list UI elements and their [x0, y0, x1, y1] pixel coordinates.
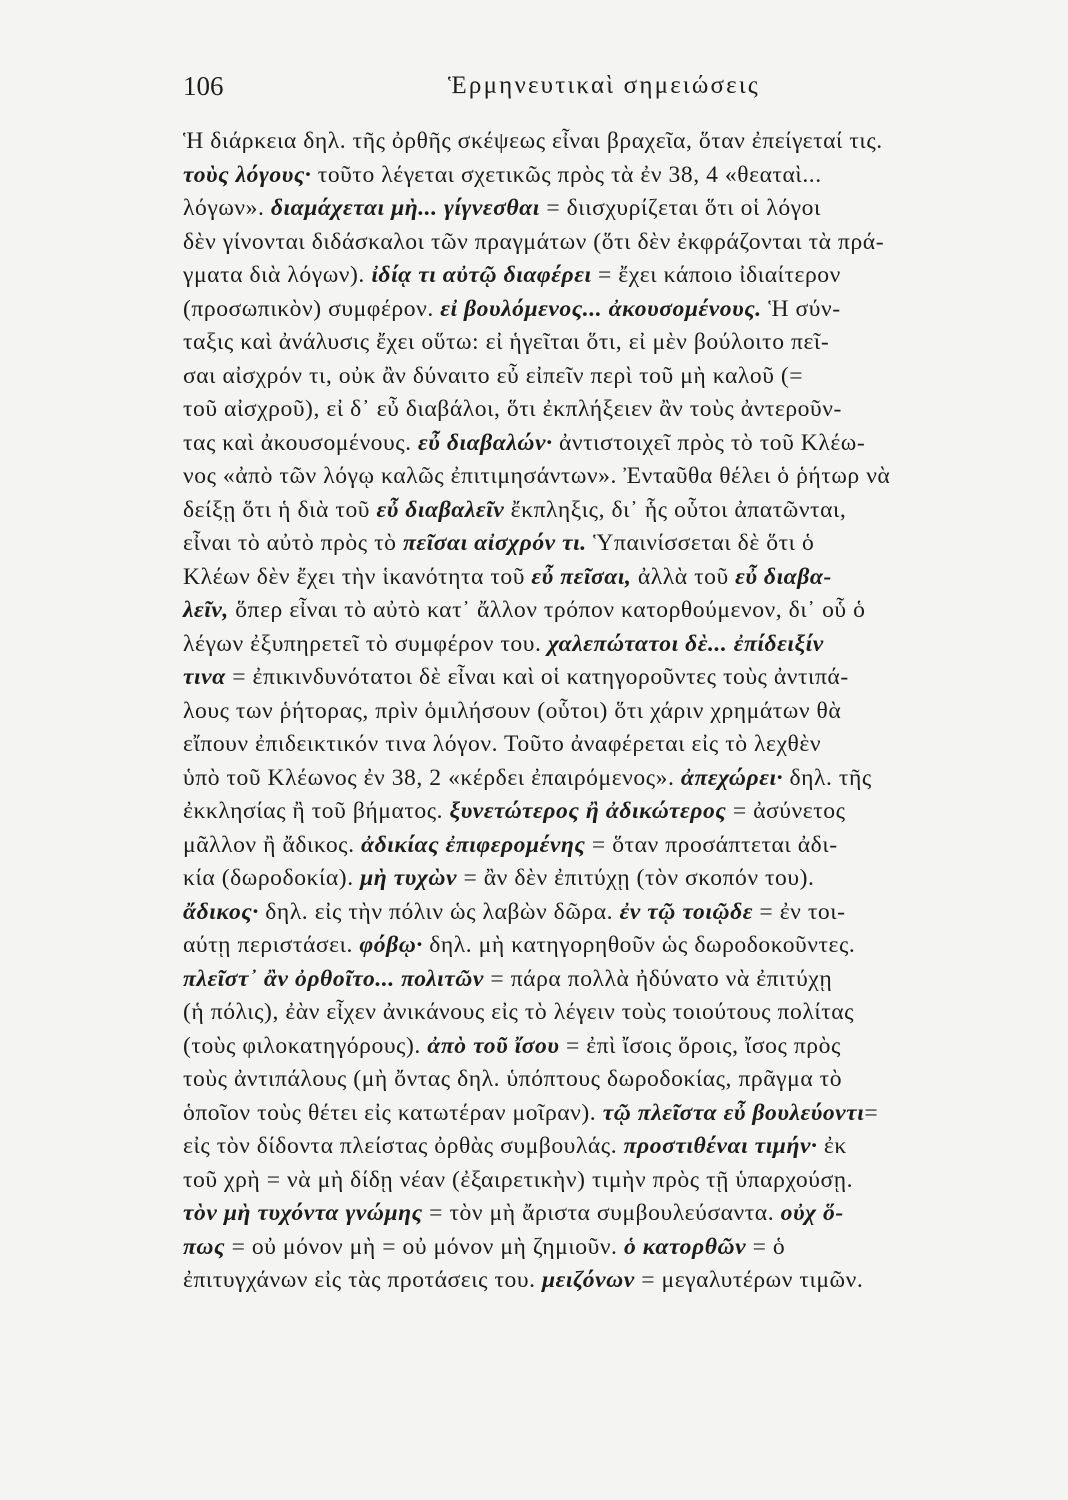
lemma-term: ὁ κατορθῶν: [623, 1233, 747, 1260]
commentary-text: [183, 125, 1013, 1298]
text-run: = διισχυρίζεται ὅτι οἱ λόγοι: [539, 195, 821, 221]
lemma-term: ἰδίᾳ τι αὐτῷ διαφέρει: [371, 262, 592, 288]
text-line: [183, 494, 1013, 528]
text-run: ταξις καὶ ἀνάλυσις ἔχει οὕτω: εἰ ἡγεῖται ὅτι, εἰ μὲν βούλοιτο πεῖ-: [183, 329, 830, 355]
text-run: =: [864, 1099, 879, 1126]
text-run: = ἐν τοι-: [752, 898, 846, 925]
text-run: ἐπιτυγχάνων εἰς τὰς προτάσεις του.: [183, 1267, 542, 1293]
lemma-term: τὸν μὴ τυχόντα γνώμης: [183, 1200, 423, 1226]
text-run: = μεγαλυτέρων τιμῶν.: [634, 1267, 864, 1293]
text-line: [183, 728, 1013, 762]
lemma-term: τοὺς λόγους·: [183, 161, 312, 188]
text-run: ἀλλὰ τοῦ: [631, 563, 736, 590]
text-line: [183, 393, 1013, 427]
lemma-term: χαλεπώτατοι δὲ... ἐπίδειξίν: [547, 630, 824, 657]
text-run: δηλ. εἰς τὴν πόλιν ὡς λαβὼν δῶρα.: [258, 898, 620, 925]
lemma-term: λεῖν,: [183, 597, 229, 623]
text-run: τοῦ αἰσχροῦ), εἰ δ᾽ εὖ διαβάλοι, ὅτι ἐκπλήξειεν ἂν τοὺς ἀντεροῦν-: [183, 396, 842, 422]
lemma-term: ἀπεχώρει·: [680, 764, 784, 791]
text-run: δὲν γίνονται διδάσκαλοι τῶν πραγμάτων (ὅτι δὲν ἐκφράζονται τὰ πρά-: [183, 228, 885, 255]
text-line: [183, 1231, 1013, 1265]
text-run: νος «ἀπὸ τῶν λόγῳ καλῶς ἐπιτιμησάντων». Ἐνταῦθα θέλει ὁ ῥήτωρ νὰ: [183, 463, 891, 489]
lemma-term: μὴ τυχὼν: [360, 865, 457, 891]
text-line: [183, 159, 1013, 193]
text-run: = ὁ: [746, 1233, 786, 1260]
lemma-term: ἐν τῷ τοιῷδε: [619, 898, 753, 925]
text-line: [183, 561, 1013, 595]
text-line: [183, 326, 1013, 360]
text-line: [183, 259, 1013, 293]
text-run: εἶναι τὸ αὐτὸ πρὸς τὸ: [183, 530, 403, 556]
lemma-term: ἄδικος·: [183, 898, 259, 925]
text-line: [183, 862, 1013, 896]
text-run: Ὑπαινίσσεται δὲ ὅτι ὁ: [586, 530, 815, 556]
text-run: = πάρα πολλὰ ἠδύνατο νὰ ἐπιτύχῃ: [483, 965, 833, 992]
text-run: = ἔχει κάποιο ἰδιαίτερον: [591, 262, 841, 288]
lemma-term: πεῖσαι αἰσχρόν τι.: [402, 530, 587, 556]
text-run: τοῦ χρὴ = νὰ μὴ δίδῃ νέαν (ἐξαιρετικὴν) τιμὴν πρὸς τῇ ὑπαρχούσῃ.: [183, 1166, 854, 1193]
lemma-term: μειζόνων: [541, 1267, 635, 1293]
text-run: = ἂν δὲν ἐπιτύχῃ (τὸν σκοπόν του).: [457, 865, 815, 891]
text-run: (ἡ πόλις), ἐὰν εἶχεν ἀνικάνους εἰς τὸ λέγειν τοὺς τοιούτους πολίτας: [183, 999, 855, 1025]
text-line: [183, 963, 1013, 997]
text-line: [183, 896, 1013, 930]
text-run: = ἀσύνετος: [726, 798, 846, 824]
lemma-term: πως: [183, 1233, 226, 1260]
text-run: λόγων».: [183, 195, 271, 221]
text-line: [183, 929, 1013, 963]
text-run: κία (δωροδοκία).: [183, 865, 361, 891]
text-line: [183, 661, 1013, 695]
text-run: μᾶλλον ἢ ἄδικος.: [183, 831, 361, 858]
text-run: Ἡ σύν-: [761, 295, 841, 322]
lemma-term: οὐχ ὅ-: [780, 1200, 844, 1226]
text-line: [183, 360, 1013, 394]
lemma-term: ἀδικίας ἐπιφερομένης: [360, 831, 586, 858]
text-line: [183, 1197, 1013, 1231]
lemma-term: εὖ διαβα-: [735, 563, 832, 590]
text-run: Κλέων δὲν ἔχει τὴν ἱκανότητα τοῦ: [183, 563, 532, 590]
text-run: εἰς τὸν δίδοντα πλείστας ὀρθὰς συμβουλάς.: [183, 1133, 624, 1159]
text-run: εἴπουν ἐπιδεικτικόν τινα λόγον. Τοῦτο ἀναφέρεται εἰς τὸ λεχθὲν: [183, 731, 822, 757]
lemma-term: τῷ πλεῖστα εὖ βουλεύοντι: [602, 1099, 865, 1126]
lemma-term: ξυνετώτερος ἢ ἀδικώτερος: [449, 798, 727, 824]
text-line: [183, 628, 1013, 662]
lemma-term: εὖ πεῖσαι,: [531, 563, 632, 590]
text-line: [183, 996, 1013, 1030]
text-run: ὑπὸ τοῦ Κλέωνος ἐν 38, 2 «κέρδει ἐπαιρόμενος».: [183, 764, 681, 791]
text-line: [183, 1030, 1013, 1064]
text-line: [183, 1264, 1013, 1298]
running-title: Ἑρμηνευτικαὶ σημειώσεις: [448, 72, 760, 99]
text-line: [183, 192, 1013, 226]
text-run: ἀντιστοιχεῖ πρὸς τὸ τοῦ Κλέω-: [552, 429, 866, 456]
lemma-term: εἰ βουλόμενος... ἀκουσομένους.: [440, 295, 762, 322]
lemma-term: εὖ διαβαλών·: [418, 429, 553, 456]
text-run: δηλ. τῆς: [783, 764, 872, 791]
text-run: τας καὶ ἀκουσομένους.: [183, 429, 419, 456]
text-run: ἐκ: [817, 1133, 847, 1159]
text-run: ὁποῖον τοὺς θέτει εἰς κατωτέραν μοῖραν).: [183, 1099, 603, 1126]
page-number: 106: [183, 71, 224, 101]
text-run: = ἐπὶ ἴσοις ὅροις, ἴσος πρὸς: [559, 1032, 841, 1059]
text-run: (τοὺς φιλοκατηγόρους).: [183, 1032, 428, 1059]
lemma-term: ἀπὸ τοῦ ἴσου: [427, 1032, 560, 1059]
text-run: λέγων ἐξυπηρετεῖ τὸ συμφέρον του.: [183, 630, 548, 657]
text-run: ἐκκλησίας ἢ τοῦ βήματος.: [183, 798, 450, 824]
text-line: [183, 460, 1013, 494]
text-run: τοὺς ἀντιπάλους (μὴ ὄντας δηλ. ὑπόπτους δωροδοκίας, πρᾶγμα τὸ: [183, 1066, 843, 1092]
text-line: [183, 1063, 1013, 1097]
text-run: αύτῃ περιστάσει.: [183, 932, 360, 958]
lemma-term: φόβῳ·: [359, 932, 423, 958]
text-run: Ἡ διάρκεια δηλ. τῆς ὀρθῆς σκέψεως εἶναι βραχεῖα, ὅταν ἐπείγεταί τις.: [183, 128, 883, 154]
text-line: [183, 1164, 1013, 1198]
text-run: γματα διὰ λόγων).: [183, 262, 372, 288]
text-line: [183, 762, 1013, 796]
text-line: [183, 1130, 1013, 1164]
text-run: = ἐπικινδυνότατοι δὲ εἶναι καὶ οἱ κατηγοροῦντες τοὺς ἀντιπά-: [225, 664, 849, 690]
lemma-term: προστιθέναι τιμήν·: [623, 1133, 818, 1159]
text-run: σαι αἰσχρόν τι, οὐκ ἂν δύναιτο εὖ εἰπεῖν περὶ τοῦ μὴ καλοῦ (=: [183, 362, 804, 389]
text-run: ὅπερ εἶναι τὸ αὐτὸ κατ᾽ ἄλλον τρόπον κατορθούμενον, δι᾽ οὗ ὁ: [228, 597, 866, 623]
lemma-term: διαμάχεται μὴ... γίγνεσθαι: [270, 195, 540, 221]
text-line: [183, 427, 1013, 461]
text-line: [183, 829, 1013, 863]
text-run: τοῦτο λέγεται σχετικῶς πρὸς τὰ ἐν 38, 4 «θεαταὶ...: [311, 161, 822, 188]
text-line: [183, 527, 1013, 561]
text-run: λους των ῥήτορας, πρὶν ὁμιλήσουν (οὗτοι) ὅτι χάριν χρημάτων θὰ: [183, 697, 842, 724]
text-line: [183, 795, 1013, 829]
text-line: [183, 293, 1013, 327]
text-line: [183, 125, 1013, 159]
text-line: [183, 695, 1013, 729]
text-run: δηλ. μὴ κατηγορηθοῦν ὡς δωροδοκοῦντες.: [422, 932, 856, 958]
text-line: [183, 1097, 1013, 1131]
text-run: ἔκπληξις, δι᾽ ἧς οὗτοι ἀπατῶνται,: [504, 496, 847, 523]
text-run: = τὸν μὴ ἄριστα συμβουλεύσαντα.: [422, 1200, 781, 1226]
lemma-term: εὖ διαβαλεῖν: [376, 496, 505, 523]
lemma-term: πλεῖστ᾽ ἂν ὀρθοῖτο... πολιτῶν: [183, 965, 484, 992]
text-run: = οὐ μόνον μὴ = οὐ μόνον μὴ ζημιοῦν.: [225, 1233, 624, 1260]
text-run: (προσωπικὸν) συμφέρον.: [183, 295, 441, 322]
text-run: δείξῃ ὅτι ἡ διὰ τοῦ: [183, 496, 377, 523]
text-line: [183, 226, 1013, 260]
text-line: [183, 594, 1013, 628]
text-run: = ὅταν προσάπτεται ἀδι-: [585, 831, 838, 858]
lemma-term: τινα: [183, 664, 226, 690]
page-header: [183, 66, 843, 106]
